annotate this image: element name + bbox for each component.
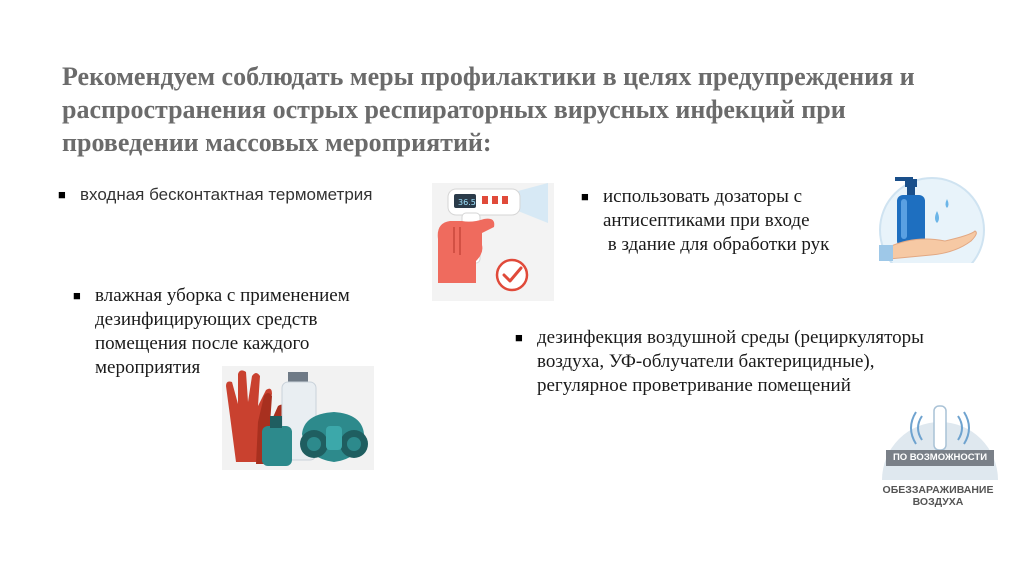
bullet-dispensers [581, 185, 873, 257]
dispenser-icon [875, 175, 985, 267]
bullet-marker: ■ [581, 189, 589, 204]
possibility-badge-label: ПО ВОЗМОЖНОСТИ [892, 452, 988, 463]
slide-title: Рекомендуем соблюдать меры профилактики в целях предупреждения и распространения острых респираторных вирусных инфекций при проведении массовых мероприятий: [62, 62, 915, 157]
bullet-air-disinfection [515, 326, 987, 398]
bullet-line: воздуха, УФ-облучатели бактерицидные), [537, 351, 875, 372]
bullet-line: регулярное проветривание помещений [537, 375, 851, 396]
check-icon [497, 260, 527, 290]
bullet-line: использовать дозаторы с [603, 186, 803, 207]
thermometer-icon [432, 183, 554, 301]
bullet-line: помещения после каждого [95, 333, 310, 354]
logo-caption-line: ВОЗДУХА [912, 496, 964, 508]
bullet-line: входная бесконтактная термометрия [80, 185, 373, 204]
bullet-line: дезинфицирующих средств [95, 309, 318, 330]
thermometer-readout: 36.5 [458, 198, 476, 207]
air-disinfection-icon [878, 398, 1002, 480]
bullet-line: антисептиками при входе [603, 210, 810, 231]
bullet-marker: ■ [73, 288, 81, 303]
logo-caption-line: ОБЕЗЗАРАЖИВАНИЕ [882, 484, 994, 496]
bullet-line: дезинфекция воздушной среды (рециркуляторы [537, 327, 924, 348]
logo-caption [868, 484, 1008, 508]
bullet-line: влажная уборка с применением [95, 285, 350, 306]
bullet-line: мероприятия [95, 357, 201, 378]
bullet-marker: ■ [515, 330, 523, 345]
bullet-thermometry [58, 183, 373, 207]
bullet-marker: ■ [58, 187, 66, 202]
cleaning-supplies-image [222, 366, 374, 470]
bullet-line: в здание для обработки рук [603, 234, 830, 255]
